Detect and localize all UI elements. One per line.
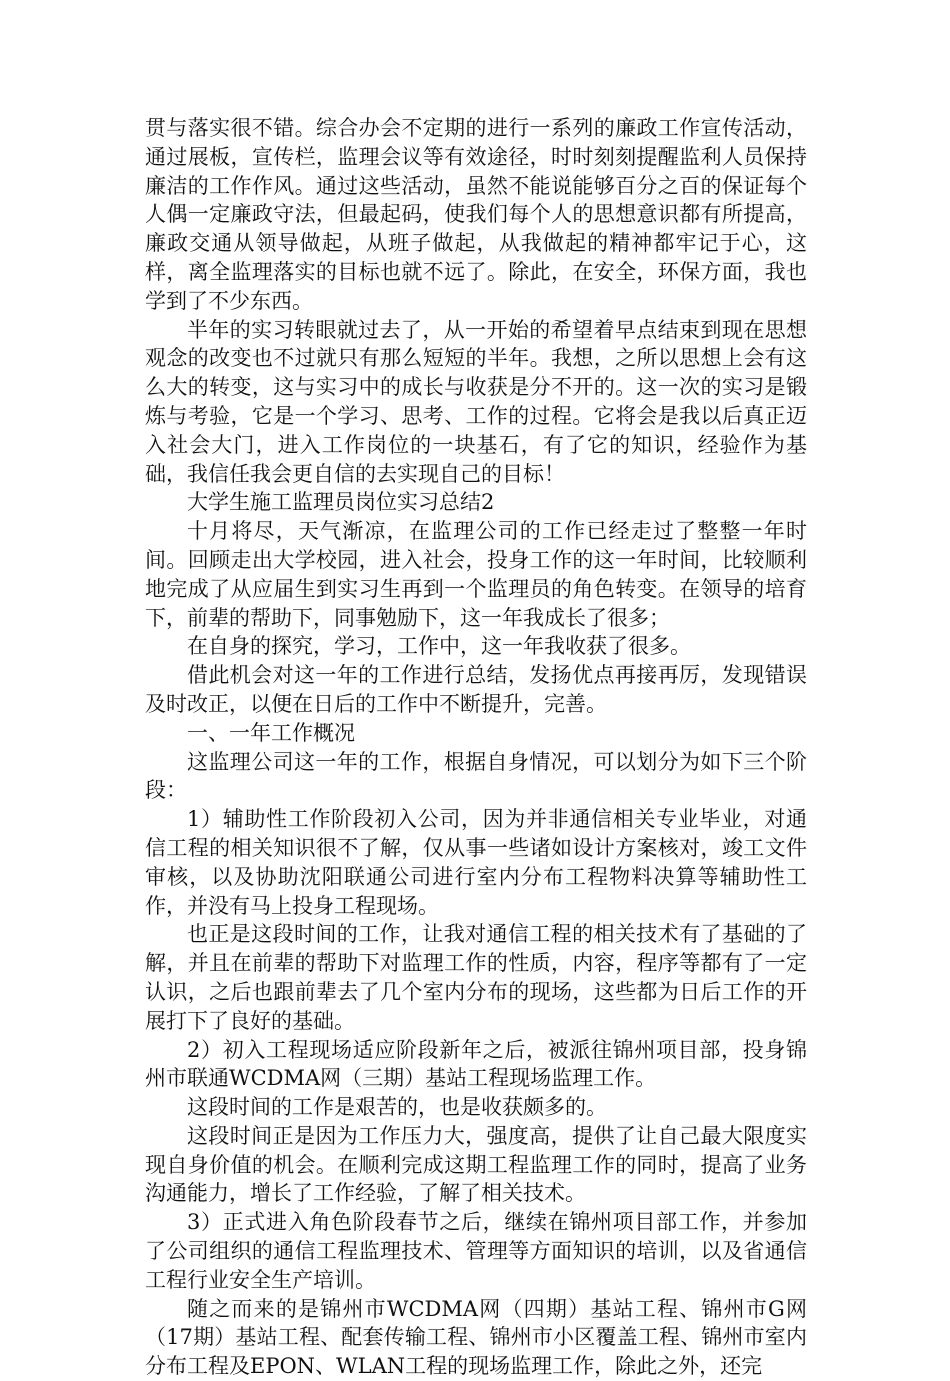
paragraph-0: 贯与落实很不错。综合办会不定期的进行一系列的廉政工作宣传活动，通过展板，宣传栏，监理会议等有效途径，时时刻刻提醒监利人员保持廉洁的工作作风。通过这些活动，虽然不能说能够百分之百的保证每个人偶一定廉政守法，但最起码，使我们每个人的思想意识都有所提高，廉政交通从领导做起，从班子做起，从我做起的精神都牢记于心，这样，离全监理落实的目标也就不远了。除此，在安全，环保方面，我也学到了不少东西。: [145, 116, 807, 313]
paragraph-14: 随之而来的是锦州市WCDMA网（四期）基站工程、锦州市G网（17期）基站工程、配套传输工程、锦州市小区覆盖工程、锦州市室内分布工程及EPON、WLAN工程的现场监理工作，除此之外，还完: [145, 1296, 807, 1379]
paragraph-1: 半年的实习转眼就过去了，从一开始的希望着早点结束到现在思想观念的改变也不过就只有那么短短的半年。我想，之所以思想上会有这么大的转变，这与实习中的成长与收获是分不开的。这一次的实习是锻炼与考验，它是一个学习、思考、工作的过程。它将会是我以后真正迈入社会大门，进入工作岗位的一块基石，有了它的知识，经验作为基础，我信任我会更自信的去实现自己的目标！: [145, 317, 807, 486]
heading-work-overview: 一、一年工作概况: [187, 720, 355, 745]
document-body: [145, 114, 807, 1381]
stage-3-paragraph: 3）正式进入角色阶段春节之后，继续在锦州项目部工作，并参加了公司组织的通信工程监理技术、管理等方面知识的培训，以及省通信工程行业安全生产培训。: [145, 1210, 807, 1292]
paragraph-3: 十月将尽，天气渐凉，在监理公司的工作已经走过了整整一年时间。回顾走出大学校园，进入社会，投身工作的这一年时间，比较顺利地完成了从应届生到实习生再到一个监理员的角色转变。在领导的培育下，前辈的帮助下，同事勉励下，这一年我成长了很多；: [145, 519, 807, 630]
paragraph-5: 借此机会对这一年的工作进行总结，发扬优点再接再厉，发现错误及时改正，以便在日后的工作中不断提升，完善。: [145, 663, 807, 716]
stage-1-paragraph: 1）辅助性工作阶段初入公司，因为并非通信相关专业毕业，对通信工程的相关知识很不了解，仅从事一些诸如设计方案核对，竣工文件审核，以及协助沈阳联通公司进行室内分布工程物料决算等辅助性工作，并没有马上投身工程现场。: [145, 807, 807, 918]
paragraph-9: 也正是这段时间的工作，让我对通信工程的相关技术有了基础的了解，并且在前辈的帮助下对监理工作的性质，内容，程序等都有了一定认识，之后也跟前辈去了几个室内分布的现场，这些都为日后工作的开展打下了良好的基础。: [145, 922, 807, 1033]
stage-2-paragraph: 2）初入工程现场适应阶段新年之后，被派往锦州项目部，投身锦州市联通WCDMA网（三期）基站工程现场监理工作。: [145, 1037, 807, 1091]
paragraph-7: 这监理公司这一年的工作，根据自身情况，可以划分为如下三个阶段：: [145, 749, 807, 803]
paragraph-4: 在自身的探究，学习，工作中，这一年我收获了很多。: [187, 634, 691, 659]
paragraph-12: 这段时间正是因为工作压力大，强度高，提供了让自己最大限度实现自身价值的机会。在顺利完成这期工程监理工作的同时，提高了业务沟通能力，增长了工作经验，了解了相关技术。: [145, 1123, 807, 1206]
paragraph-11: 这段时间的工作是艰苦的，也是收获颇多的。: [187, 1095, 607, 1120]
section-title: 大学生施工监理员岗位实习总结2: [187, 490, 495, 515]
